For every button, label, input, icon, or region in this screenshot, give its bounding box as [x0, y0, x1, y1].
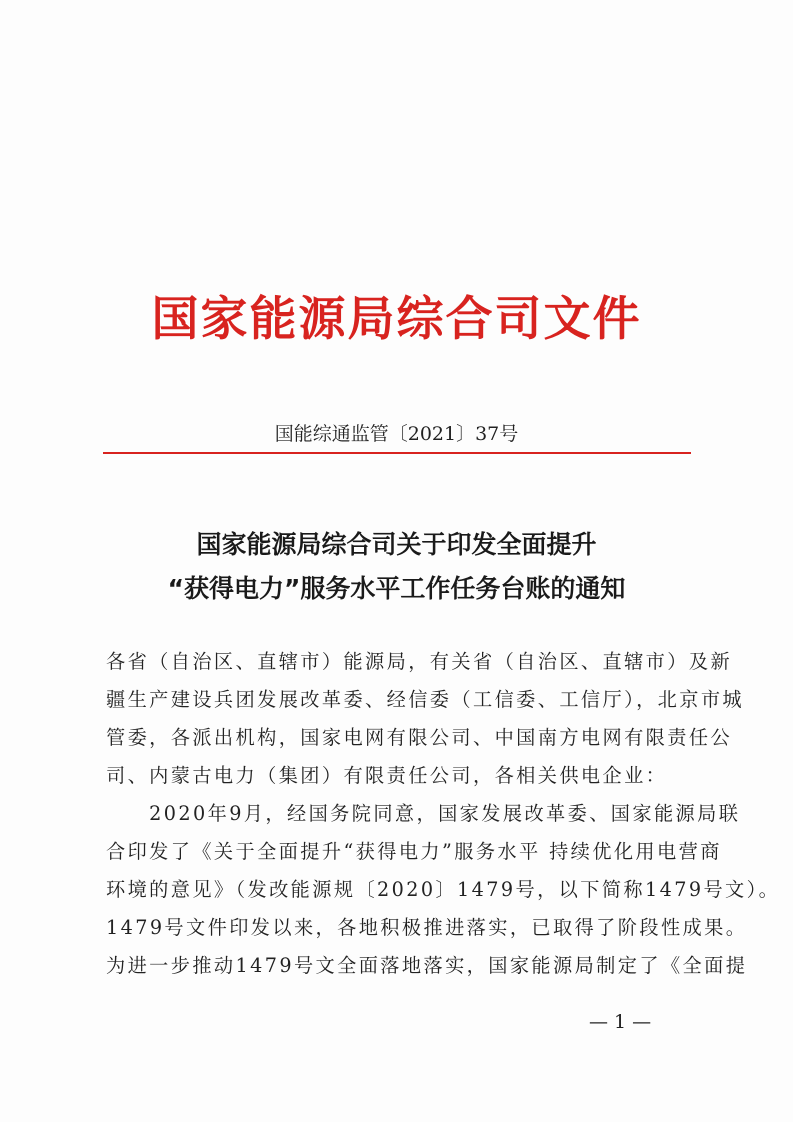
body-line-1: 各省（自治区、直辖市）能源局，有关省（自治区、直辖市）及新 — [106, 650, 733, 673]
body-line-8: 1479号文件印发以来，各地积极推进落实，已取得了阶段性成果。 — [106, 916, 748, 939]
body-line-6: 合印发了《关于全面提升“获得电力”服务水平 持续优化用电营商 — [106, 840, 722, 863]
body-line-4: 司、内蒙古电力（集团）有限责任公司，各相关供电企业： — [106, 764, 668, 787]
document-title-line-2: “获得电力”服务水平工作任务台账的通知 — [167, 574, 626, 603]
red-separator-line — [103, 452, 691, 454]
body-line-9: 为进一步推动1479号文全面落地落实，国家能源局制定了《全面提 — [106, 954, 748, 977]
document-number: 国能综通监管〔2021〕37号 — [274, 423, 519, 445]
body-line-7: 环境的意见》（发改能源规〔2020〕1479号，以下简称1479号文）。 — [106, 878, 781, 901]
page-number: — 1 — — [589, 1011, 652, 1033]
document-title-line-1: 国家能源局综合司关于印发全面提升 — [196, 530, 597, 559]
body-line-5: 2020年9月，经国务院同意，国家发展改革委、国家能源局联 — [106, 802, 741, 825]
body-line-3: 管委，各派出机构，国家电网有限公司、中国南方电网有限责任公 — [106, 726, 733, 749]
body-line-2: 疆生产建设兵团发展改革委、经信委（工信委、工信厅），北京市城 — [106, 688, 745, 711]
org-header-title: 国家能源局综合司文件 — [151, 292, 642, 347]
